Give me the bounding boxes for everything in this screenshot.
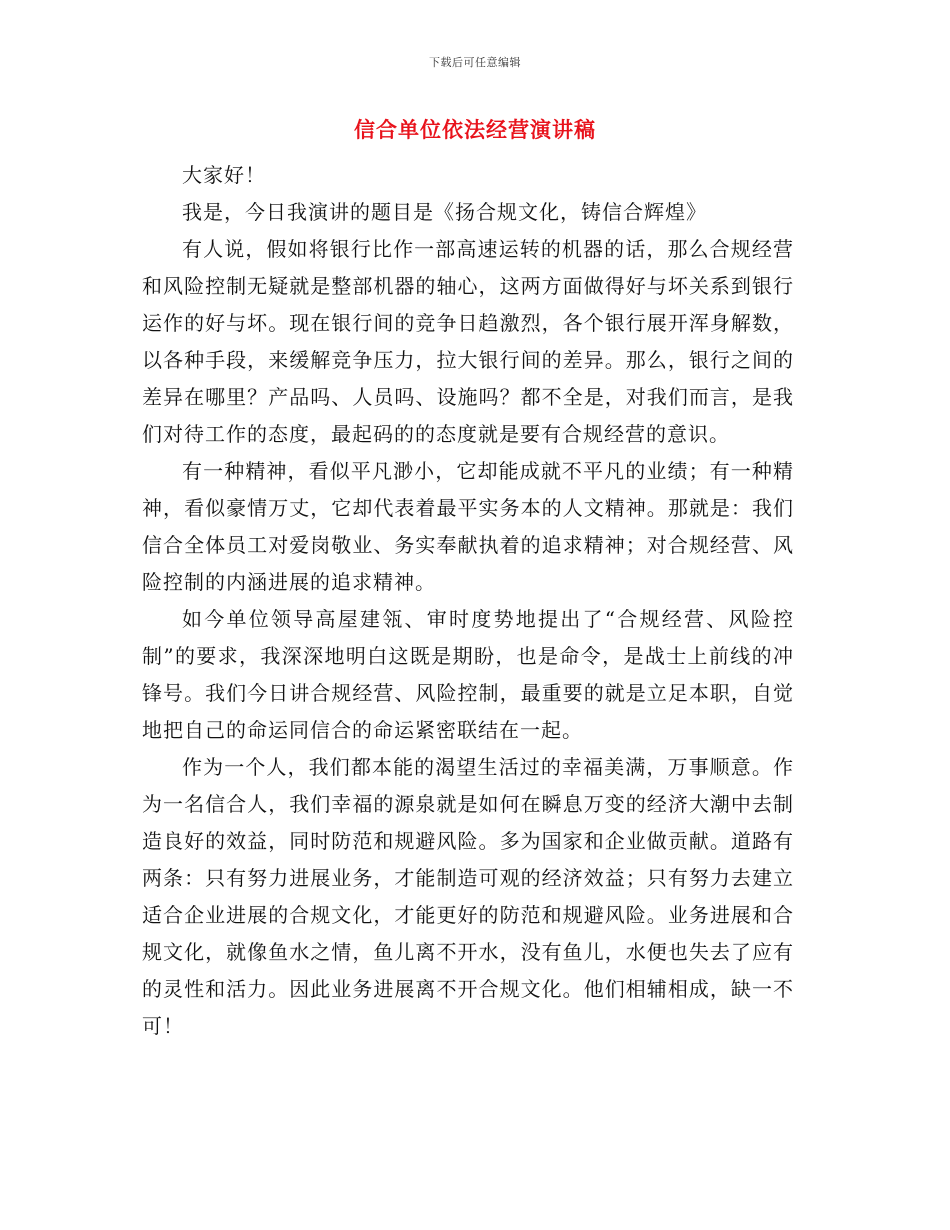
paragraph: 有人说，假如将银行比作一部高速运转的机器的话，那么合规经营和风险控制无疑就是整部机器的轴心，这两方面做得好与坏关系到银行运作的好与坏。现在银行间的竞争日趋激烈，各个银行展开浑身解数，以各种手段，来缓解竞争压力，拉大银行间的差异。那么，银行之间的差异在哪里？产品吗、人员吗、设施吗？都不全是，对我们而言，是我们对待工作的态度，最起码的的态度就是要有合规经营的意识。 [142,237,794,446]
paragraph-greeting: 大家好！ [182,163,266,187]
document-title: 信合单位依法经营演讲稿 [354,117,596,142]
paragraph: 如今单位领导高屋建瓴、审时度势地提出了“合规经营、风险控制”的要求，我深深地明白这既是期盼，也是命令，是战士上前线的冲锋号。我们今日讲合规经营、风险控制，最重要的就是立足本职，自觉地把自己的命运同信合的命运紧密联结在一起。 [142,607,794,742]
page-header-note: 下载后可任意编辑 [429,56,521,69]
paragraph: 有一种精神，看似平凡渺小，它却能成就不平凡的业绩；有一种精神，看似豪情万丈，它却代表着最平实务本的人文精神。那就是：我们信合全体员工对爱岗敬业、务实奉献执着的追求精神；对合规经营、风险控制的内涵进展的追求精神。 [142,459,794,594]
paragraph-topic: 我是，今日我演讲的题目是《扬合规文化，铸信合辉煌》 [182,200,707,224]
paragraph: 作为一个人，我们都本能的渴望生活过的幸福美满，万事顺意。作为一名信合人，我们幸福的源泉就是如何在瞬息万变的经济大潮中去制造良好的效益，同时防范和规避风险。多为国家和企业做贡献。道路有两条：只有努力进展业务，才能制造可观的经济效益；只有努力去建立适合企业进展的合规文化，才能更好的防范和规避风险。业务进展和合规文化，就像鱼水之情，鱼儿离不开水，没有鱼儿，水便也失去了应有的灵性和活力。因此业务进展离不开合规文化。他们相辅相成，缺一不可！ [142,755,794,1038]
document-body [142,157,794,1045]
